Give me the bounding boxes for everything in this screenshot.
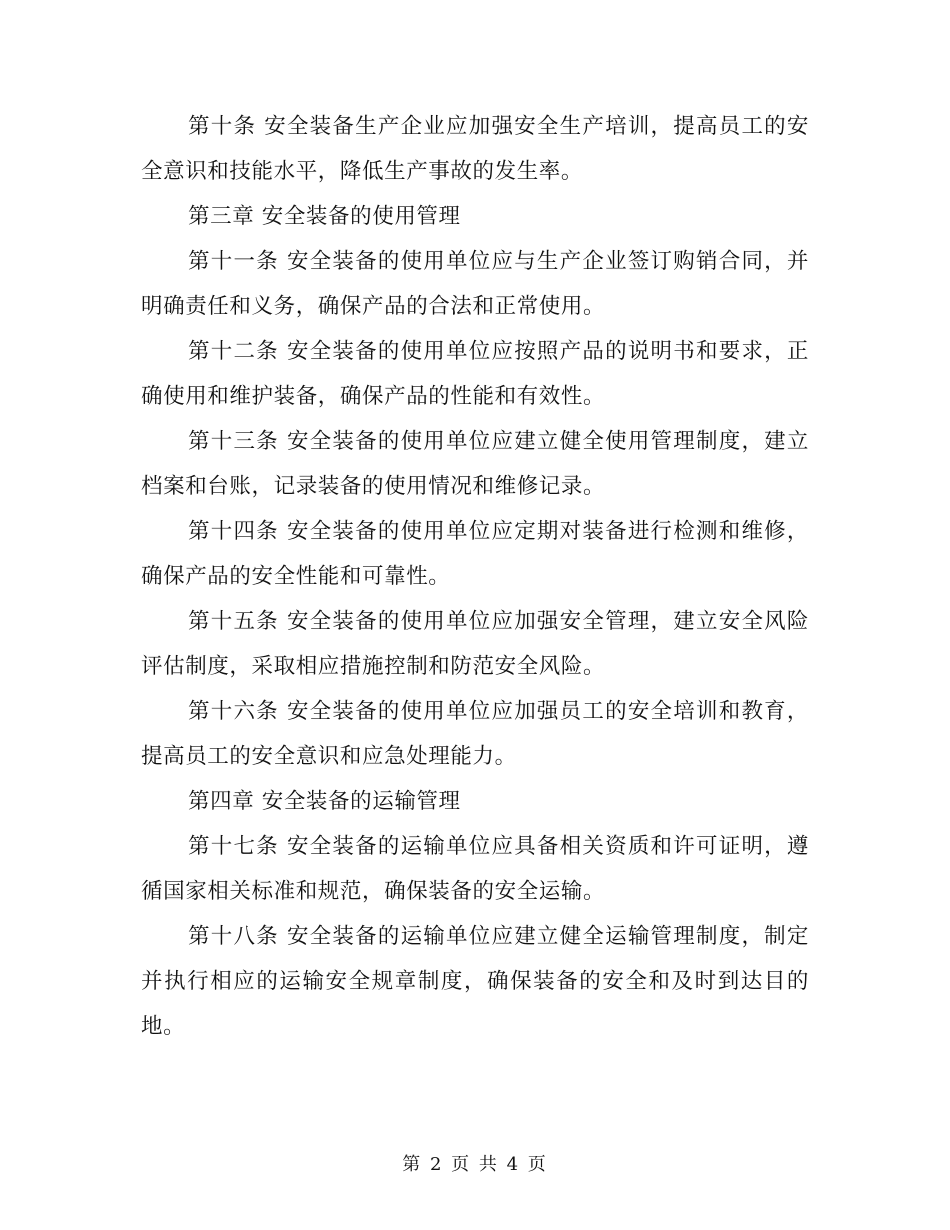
chapter-4-heading: 第四章 安全装备的运输管理 <box>188 789 461 814</box>
page-number-footer: 第 2 页 共 4 页 <box>402 1154 548 1175</box>
article-13: 第十三条 安全装备的使用单位应建立健全使用管理制度，建立档案和台账，记录装备的使用情况和维修记录。 <box>141 429 809 499</box>
article-14: 第十四条 安全装备的使用单位应定期对装备进行检测和维修，确保产品的安全性能和可靠性。 <box>141 519 809 589</box>
document-body <box>141 104 809 1049</box>
article-15: 第十五条 安全装备的使用单位应加强安全管理，建立安全风险评估制度，采取相应措施控制和防范安全风险。 <box>141 609 809 679</box>
article-18: 第十八条 安全装备的运输单位应建立健全运输管理制度，制定并执行相应的运输安全规章制度，确保装备的安全和及时到达目的地。 <box>141 924 809 1039</box>
article-11: 第十一条 安全装备的使用单位应与生产企业签订购销合同，并明确责任和义务，确保产品的合法和正常使用。 <box>141 249 809 319</box>
chapter-3-heading: 第三章 安全装备的使用管理 <box>188 204 461 229</box>
article-17: 第十七条 安全装备的运输单位应具备相关资质和许可证明，遵循国家相关标准和规范，确保装备的安全运输。 <box>141 834 809 904</box>
article-10: 第十条 安全装备生产企业应加强安全生产培训，提高员工的安全意识和技能水平，降低生产事故的发生率。 <box>141 114 809 184</box>
article-12: 第十二条 安全装备的使用单位应按照产品的说明书和要求，正确使用和维护装备，确保产品的性能和有效性。 <box>141 339 809 409</box>
article-16: 第十六条 安全装备的使用单位应加强员工的安全培训和教育，提高员工的安全意识和应急处理能力。 <box>141 699 809 769</box>
